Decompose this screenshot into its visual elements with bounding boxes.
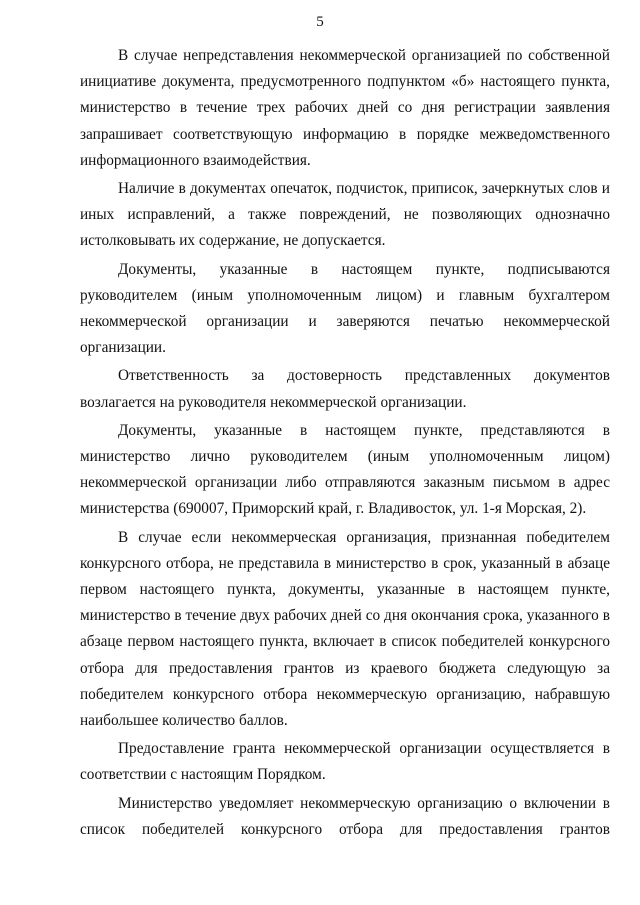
paragraph-ministry-notification: Министерство уведомляет некоммерческую организацию о включении в список победителей конкурсного отбора для предоставления грантов	[80, 794, 610, 838]
paragraph-corrections-not-allowed: Наличие в документах опечаток, подчисток, приписок, зачеркнутых слов и иных исправлений, а также повреждений, не позволяющих однозначно истолковывать их содержание, не допускается.	[80, 180, 610, 250]
paragraph-grant-provision: Предоставление гранта некоммерческой организации осуществляется в соответствии с настоящим Порядком.	[80, 740, 610, 784]
paragraph-request-information: В случае непредставления некоммерческой организацией по собственной инициативе документа, предусмотренного подпунктом «б» настоящего пункта, министерство в течение трех рабочих дней со дня регистрации заявления запрашивает соответствующую информацию в порядке межведомственного информационного взаимодействия.	[80, 47, 610, 169]
paragraph-responsibility: Ответственность за достоверность представленных документов возлагается на руководителя некоммерческой организации.	[80, 367, 610, 411]
paragraph-submission-method: Документы, указанные в настоящем пункте, представляются в министерство лично руководителем (иным уполномоченным лицом) некоммерческой организации либо отправляются заказным письмом в адрес министерства (690007, Приморский край, г. Владивосток, ул. 1-я Морская, 2).	[80, 421, 610, 518]
paragraph-documents-signed: Документы, указанные в настоящем пункте, подписываются руководителем (иным уполномоченным лицом) и главным бухгалтером некоммерческой организации и заверяются печатью некоммерческой организации.	[80, 260, 610, 357]
paragraph-winner-replacement: В случае если некоммерческая организация, признанная победителем конкурсного отбора, не представила в министерство в срок, указанный в абзаце первом настоящего пункта, документы, указанные в настоящем пункте, министерство в течение двух рабочих дней со дня окончания срока, указанного в абзаце первом настоящего пункта, включает в список победителей конкурсного отбора для предоставления грантов из краевого бюджета следующую за победителем конкурсного отбора некоммерческую организацию, набравшую наибольшее количество баллов.	[80, 528, 610, 730]
page-number: 5	[316, 14, 324, 30]
document-body	[80, 43, 610, 845]
